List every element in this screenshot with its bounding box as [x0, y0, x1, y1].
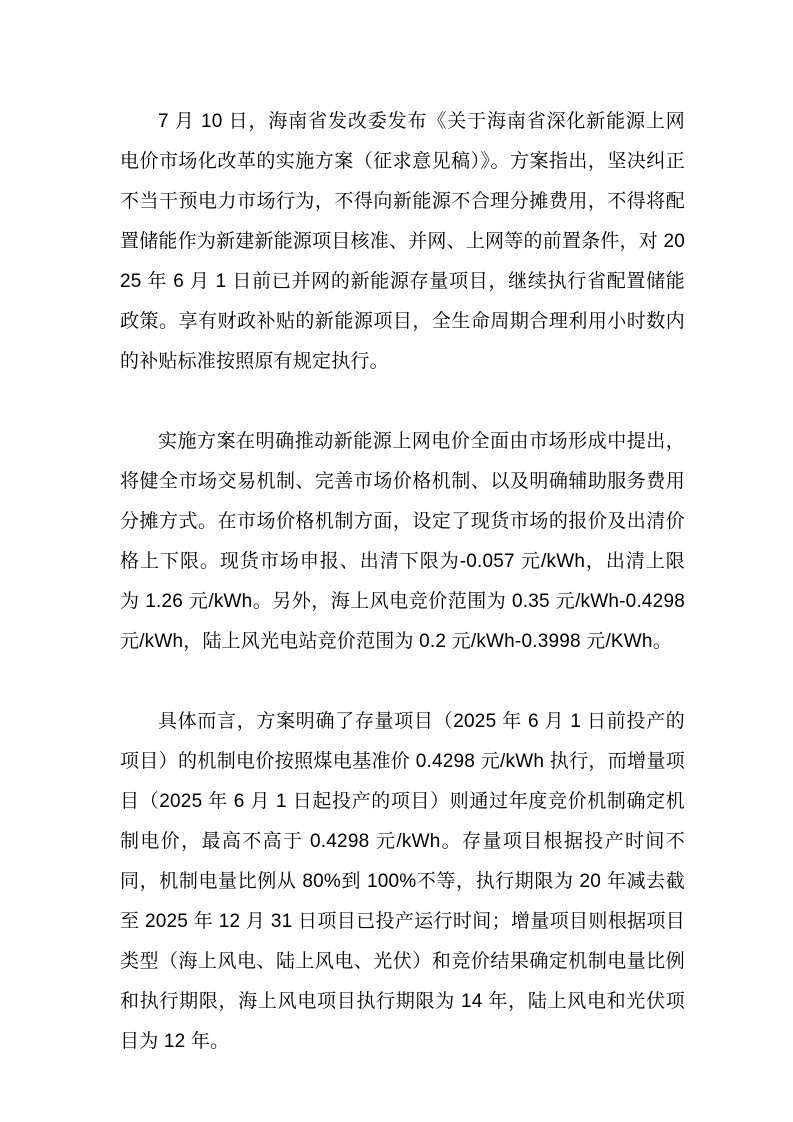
body-paragraph-3: 具体而言，方案明确了存量项目（2025 年 6 月 1 日前投产的项目）的机制电价按照煤电基准价 0.4298 元/kWh 执行，而增量项目（2025 年 6 月 1 日起投产的项目）则通过年度竞价机制确定机制电价，最高不高于 0.4298 元/kWh。存量项目根据投产时间不同，机制电量比例从 80%到 100%不等，执行期限为 20 年减去截至 2025 年 12 月 31 日项目已投产运行时间；增量项目则根据项目类型（海上风电、陆上风电、光伏）和竞价结果确定机制电量比例和执行期限，海上风电项目执行期限为 14 年，陆上风电和光伏项目为 12 年。 — [120, 711, 685, 1052]
body-paragraph-2: 实施方案在明确推动新能源上网电价全面由市场形成中提出，将健全市场交易机制、完善市场价格机制、以及明确辅助服务费用分摊方式。在市场价格机制方面，设定了现货市场的报价及出清价格上下限。现货市场申报、出清下限为-0.057 元/kWh，出清上限为 1.26 元/kWh。另外，海上风电竞价范围为 0.35 元/kWh-0.4298 元/kWh，陆上风光电站竞价范围为 0.2 元/kWh-0.3998 元/KWh。 — [120, 431, 685, 652]
body-paragraph-1: 7 月 10 日，海南省发改委发布《关于海南省深化新能源上网电价市场化改革的实施方案（征求意见稿）》。方案指出，坚决纠正不当干预电力市场行为，不得向新能源不合理分摊费用，不得将配置储能作为新建新能源项目核准、并网、上网等的前置条件，对 2025 年 6 月 1 日前已并网的新能源存量项目，继续执行省配置储能政策。享有财政补贴的新能源项目，全生命周期合理利用小时数内的补贴标准按照原有规定执行。 — [120, 111, 685, 372]
